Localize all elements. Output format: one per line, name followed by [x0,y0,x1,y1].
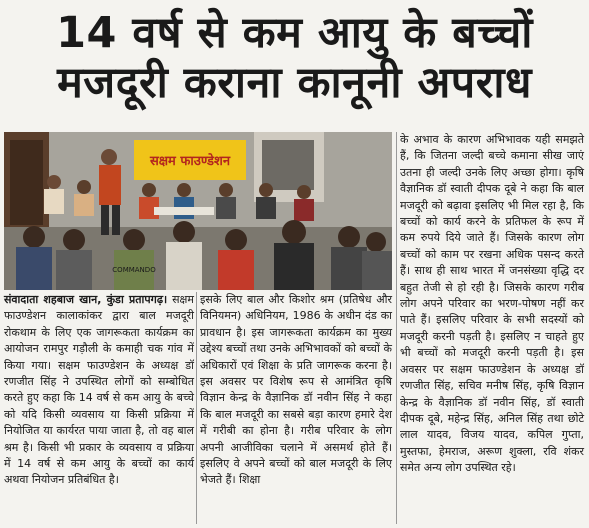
headline-line-1: 14 वर्ष से कम आयु के बच्चों [56,8,533,58]
headline-line-2: मजदूरी कराना कानूनी अपराध [57,58,532,108]
article-column-1 [4,292,194,489]
column-rule-1 [196,292,197,524]
shirt-text: COMMANDO [112,266,156,274]
column-3-text: के अभाव के कारण अभिभावक यही समझते हैं, कि जितना जल्दी बच्चे कमाना सीख जाएं उतना ही जल्दी उनके लिए अच्छा होगा। कृषि वैज्ञानिक डॉ स्वाती दीपक दूबे ने कहा कि बाल मजदूरी को बढ़ावा इसलिए भी मिल रहा है, कि बच्चों को कार्य करने के प्रतिफल के रूप में कम रुपये दिये जाते हैं। जिसके कारण लोग बच्चों को काम पर रखना अधिक पसन्द करते हैं। साथ ही साथ भारत में जनसंख्या वृद्धि दर बहुत तेजी से हो रही है। जिसके कारण गरीब लोग अपने परिवार का भरण-पोषण नहीं कर पाते हैं। इसलिए परिवार के सभी सदस्यों को मजदूरी करनी पड़ती है। इसलिए न चाहते हुए भी बच्चों को मजदूरी करनी पड़ती है। इस अवसर पर सक्षम फाउण्डेशन के अध्यक्ष डॉ रणजीत सिंह, सचिव मनीष सिंह, कृषि विज्ञान केन्द्र के वैज्ञानिक डॉ नवीन सिंह, डॉ स्वाती दीपक दूबे, महेन्द्र सिंह, अनिल सिंह तथा छोटे लाल यादव, विजय यादव, कपिल गुप्ता, मुस्तफा, हेमराज, अरूण शुक्ला, रवि शंकर समेत अन्य लोग उपस्थित रहे। [400,133,584,475]
article-column-2 [200,292,392,489]
column-2-text: इसके लिए बाल और किशोर श्रम (प्रतिषेध और विनियमन) अधिनियम, 1986 के अधीन दंड का प्रावधान है। इस जागरूकता कार्यक्रम का मुख्य उद्देश्य बच्चों तथा उनके अभिभावकों को बच्चों के अधिकारों एवं शिक्षा के प्रति जागरूक करना है। इस अवसर पर विशेष रूप से आमंत्रित कृषि विज्ञान केन्द्र के वैज्ञानिक डॉ नवीन सिंह ने कहा कि बाल मजदूरी का सबसे बड़ा कारण हमारे देश में गरीबी का होना है। गरीब परिवार के लोग अपनी आजीविका चलाने में असमर्थ होते हैं। इसलिए वे अपने बच्चों को बाल मजदूरी के लिए भेजते हैं। शिक्षा [200,293,392,487]
news-photo [4,132,392,290]
column-rule-2 [396,132,397,524]
article-column-3 [400,132,584,477]
byline: संवादाता शहबाज खान, कुंडा प्रतापगढ़। [4,293,168,306]
photo-illustration [4,132,392,290]
banner-text: सक्षम फाउण्डेशन [149,154,231,169]
headline [0,0,589,128]
column-1-text: सक्षम फाउण्डेशन कालाकांकर द्वारा बाल मजदूरी रोकथाम के लिए एक जागरूकता कार्यक्रम का आयोजन रामपुर गड़ौली के कमाही चक गांव में किया गया। सक्षम फाउण्डेशन के अध्यक्ष डॉ रणजीत सिंह ने उपस्थित लोगों को सम्बोधित करते हुए कहा कि 14 वर्ष से कम आयु के बच्चे को यदि किसी व्यवसाय या किसी प्रक्रिया में नियोजित या कार्यरत पाया जाता है, तो वह बाल श्रम है। किसी भी प्रकार के व्यवसाय व प्रक्रिया में 14 वर्ष से कम आयु के बच्चों का कार्य अथवा नियोजन प्रतिबंधित है। [4,293,194,487]
